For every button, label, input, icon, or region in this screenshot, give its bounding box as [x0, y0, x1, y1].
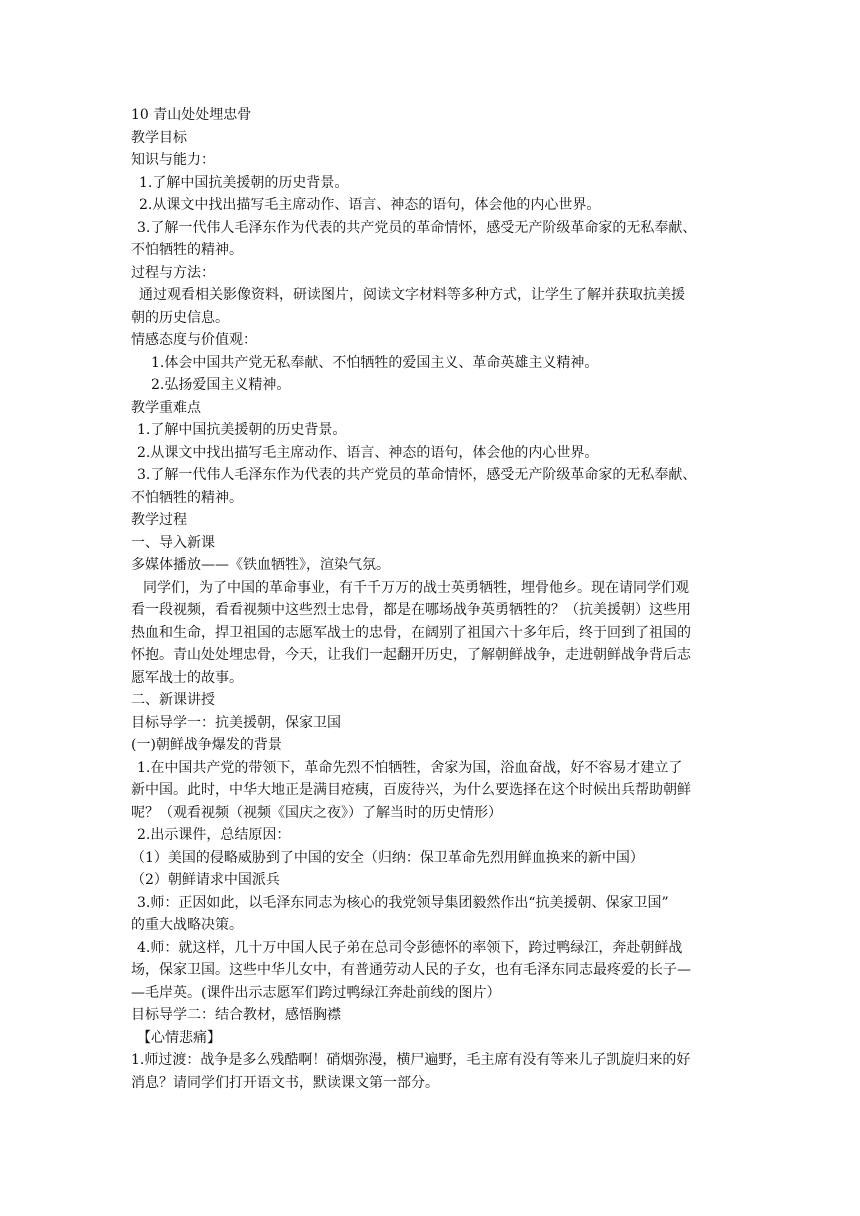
process-paragraph-cont: 朝的历史信息。 [131, 309, 229, 326]
lesson-title: 10 青山处处埋忠骨 [131, 107, 252, 123]
background-item-1-cont-2: 呢？（观看视频（视频《国庆之夜》）了解当时的历史情形） [131, 804, 502, 821]
emotion-item-1: 1.体会中国共产党无私奉献、不怕牺牲的爱国主义、革命英雄主义精神。 [151, 354, 599, 371]
key-point-3-cont: 不怕牺牲的精神。 [131, 489, 243, 506]
reason-2: （2）朝鲜请求中国派兵 [131, 872, 280, 888]
intro-paragraph-line-5: 愿军战士的故事。 [131, 669, 243, 686]
subheading-emotion: 情感态度与价值观： [131, 332, 257, 348]
background-item-2: 2.出示课件，总结原因： [137, 827, 291, 843]
intro-paragraph-line-2: 看一段视频，看看视频中这些烈士忠骨，都是在哪场战争英勇牺牲的？（抗美援朝）这些用 [131, 602, 691, 618]
goal-guide-2-subheading: 【心情悲痛】 [137, 1029, 221, 1046]
subheading-knowledge: 知识与能力： [131, 152, 215, 168]
document-body [131, 104, 731, 1094]
knowledge-item-3: 3.了解一代伟人毛泽东作为代表的共产党员的革命情怀，感受无产阶级革命家的无私奉献、 [137, 219, 697, 236]
section-heading-process: 教学过程 [131, 512, 187, 528]
background-item-1: 1.在中国共产党的带领下，革命先烈不怕牺牲，舍家为国，浴血奋战，好不容易才建立了 [137, 759, 683, 776]
knowledge-item-3-cont: 不怕牺牲的精神。 [131, 242, 243, 258]
background-item-4: 4.师：就这样，几十万中国人民子弟在总司令彭德怀的率领下，跨过鸭绿江，奔赴朝鲜战 [137, 939, 683, 956]
intro-media-line: 多媒体播放——《铁血牺牲》，渲染气氛。 [131, 557, 390, 573]
intro-paragraph-line-3: 热血和生命，捍卫祖国的志愿军战士的忠骨，在阔别了祖国六十多年后，终于回到了祖国的 [131, 624, 691, 641]
key-point-3: 3.了解一代伟人毛泽东作为代表的共产党员的革命情怀，感受无产阶级革命家的无私奉献、 [137, 467, 697, 483]
background-item-4-cont-2: —毛岸英。(课件出示志愿军们跨过鸭绿江奔赴前线的图片） [131, 984, 501, 1001]
key-point-2: 2.从课文中找出描写毛主席动作、语言、神态的语句，体会他的内心世界。 [137, 444, 599, 461]
background-item-4-cont-1: 场，保家卫国。这些中华儿女中，有普通劳动人民的子女，也有毛泽东同志最疼爱的长子— [131, 962, 691, 978]
reason-1: （1）美国的侵略威胁到了中国的安全（归纳：保卫革命先烈用鲜血换来的新中国） [131, 849, 644, 866]
transition-item-1-cont: 消息？请同学们打开语文书，默读课文第一部分。 [131, 1074, 439, 1091]
intro-paragraph-line-4: 怀抱。青山处处埋忠骨，今天，让我们一起翻开历史，了解朝鲜战争，走进朝鲜战争背后志 [131, 647, 691, 663]
intro-paragraph-line-1: 同学们，为了中国的革命事业，有千千万万的战士英勇牺牲，埋骨他乡。现在请同学们观 [143, 579, 689, 596]
subheading-process: 过程与方法： [131, 264, 215, 281]
background-item-3-cont: 的重大战略决策。 [131, 917, 243, 933]
section-heading-key-points: 教学重难点 [131, 399, 201, 416]
emotion-item-2: 2.弘扬爱国主义精神。 [151, 377, 291, 393]
section-heading-goals: 教学目标 [131, 129, 187, 146]
step-heading-new-lesson: 二、新课讲授 [131, 692, 215, 708]
knowledge-item-1: 1.了解中国抗美援朝的历史背景。 [139, 174, 349, 191]
step-heading-intro: 一、导入新课 [131, 534, 215, 551]
process-paragraph: 通过观看相关影像资料，研读图片，阅读文字材料等多种方式，让学生了解并获取抗美援 [139, 287, 685, 303]
goal-guide-1: 目标导学一：抗美援朝，保家卫国 [131, 714, 341, 731]
transition-item-1: 1.师过渡：战争是多么残酷啊！硝烟弥漫，横尸遍野，毛主席有没有等来儿子凯旋归来的好 [131, 1052, 691, 1068]
key-point-1: 1.了解中国抗美援朝的历史背景。 [137, 422, 347, 438]
goal-guide-2: 目标导学二：结合教材，感悟胸襟 [131, 1007, 341, 1023]
goal-guide-1-subheading: (一)朝鲜战争爆发的背景 [131, 737, 282, 753]
knowledge-item-2: 2.从课文中找出描写毛主席动作、语言、神态的语句，体会他的内心世界。 [139, 197, 601, 213]
background-item-3: 3.师：正因如此，以毛泽东同志为核心的我党领导集团毅然作出“抗美援朝、保家卫国” [137, 894, 669, 911]
background-item-1-cont-1: 新中国。此时，中华大地正是满目疮痍，百废待兴，为什么要选择在这个时候出兵帮助朝鲜 [131, 782, 691, 798]
